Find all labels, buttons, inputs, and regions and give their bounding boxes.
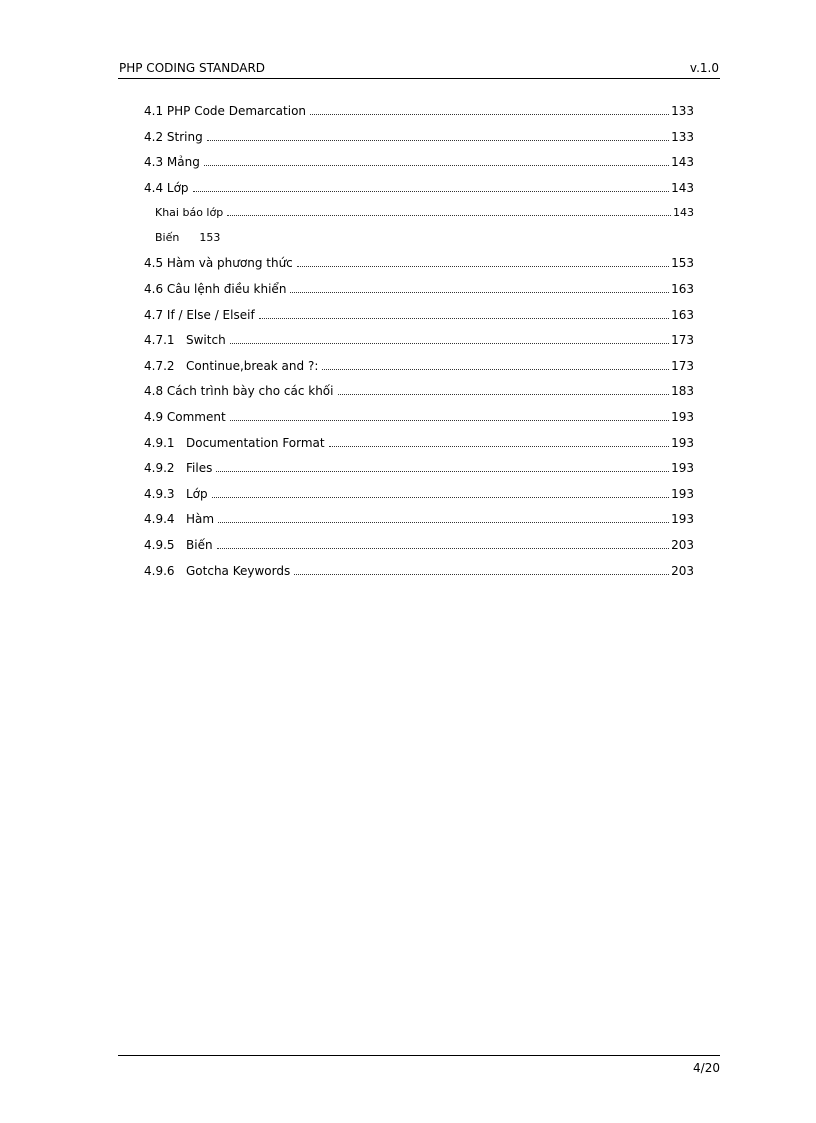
toc-entry-number: 4.9.2 xyxy=(144,461,175,476)
toc-entry[interactable] xyxy=(144,383,694,409)
toc-entry[interactable] xyxy=(144,205,694,230)
toc-entry-page: 133 xyxy=(671,104,694,118)
toc-dot-leader xyxy=(290,291,669,293)
toc-entry-page: 193 xyxy=(671,486,694,501)
toc-entry[interactable] xyxy=(144,180,694,206)
toc-entry-page: 203 xyxy=(671,537,694,552)
toc-entry[interactable] xyxy=(144,129,694,155)
toc-dot-leader xyxy=(207,139,669,141)
table-of-contents xyxy=(144,103,694,588)
toc-dot-leader xyxy=(193,190,670,192)
toc-entry-label: Biến xyxy=(186,537,213,552)
toc-entry[interactable] xyxy=(144,511,694,537)
toc-entry-title xyxy=(144,486,210,502)
toc-entry-title: 4.5 Hàm và phương thức xyxy=(144,256,293,271)
toc-dot-leader xyxy=(216,470,669,472)
toc-entry-label: Lớp xyxy=(186,486,208,501)
toc-entry-page: 173 xyxy=(671,358,694,373)
toc-entry[interactable] xyxy=(144,230,694,255)
toc-entry[interactable] xyxy=(144,486,694,512)
toc-entry-page: 153 xyxy=(199,231,221,245)
toc-entry-page: 143 xyxy=(673,206,694,220)
toc-entry-title: 4.4 Lớp xyxy=(144,180,189,195)
toc-dot-leader xyxy=(212,496,669,498)
toc-entry-label: Switch xyxy=(186,333,226,348)
toc-entry-page: 193 xyxy=(671,435,694,450)
toc-dot-leader xyxy=(227,214,671,216)
toc-entry[interactable] xyxy=(144,358,694,384)
toc-dot-leader xyxy=(310,113,669,115)
toc-entry-page: 133 xyxy=(671,129,694,144)
toc-entry[interactable] xyxy=(144,332,694,358)
toc-entry-title xyxy=(144,511,216,527)
toc-entry-number: 4.9.5 xyxy=(144,537,175,552)
toc-entry-title: Khai báo lớp xyxy=(155,206,224,220)
toc-entry[interactable] xyxy=(144,460,694,486)
toc-entry[interactable] xyxy=(144,307,694,333)
toc-entry[interactable] xyxy=(144,154,694,180)
toc-dot-leader xyxy=(329,445,669,447)
toc-entry-page: 143 xyxy=(671,180,694,195)
toc-dot-leader xyxy=(204,164,669,166)
toc-entry-label: Gotcha Keywords xyxy=(186,563,291,578)
toc-entry-page: 183 xyxy=(671,384,694,399)
toc-entry[interactable] xyxy=(144,281,694,307)
toc-dot-leader xyxy=(259,317,669,319)
toc-entry-page: 163 xyxy=(671,281,694,296)
toc-entry-label: Continue,break and ?: xyxy=(186,358,319,373)
toc-entry-title: 4.7 If / Else / Elseif xyxy=(144,307,255,322)
toc-entry[interactable] xyxy=(144,537,694,563)
toc-entry-number: 4.7.2 xyxy=(144,358,175,373)
toc-entry-page: 193 xyxy=(671,512,694,527)
document-version: v.1.0 xyxy=(689,61,719,75)
toc-entry-label: Hàm xyxy=(186,512,215,527)
toc-dot-leader xyxy=(230,342,669,344)
toc-entry-label: Documentation Format xyxy=(186,435,325,450)
toc-entry-title: 4.8 Cách trình bày cho các khối xyxy=(144,384,334,399)
footer-divider xyxy=(118,1055,720,1056)
toc-entry-page: 153 xyxy=(671,256,694,271)
toc-entry[interactable] xyxy=(144,255,694,281)
toc-entry-title xyxy=(144,460,214,476)
toc-dot-leader xyxy=(322,368,669,370)
page-header xyxy=(118,60,720,79)
toc-entry-page: 203 xyxy=(671,563,694,578)
toc-entry-title: 4.6 Câu lệnh điều khiển xyxy=(144,281,287,296)
toc-entry-number: 4.9.4 xyxy=(144,512,175,527)
toc-dot-leader xyxy=(338,393,670,395)
toc-entry-number: 4.9.6 xyxy=(144,563,175,578)
toc-entry-number: 4.7.1 xyxy=(144,333,175,348)
toc-entry-title: 4.3 Mảng xyxy=(144,155,200,170)
toc-entry[interactable] xyxy=(144,409,694,435)
toc-entry-number: 4.9.1 xyxy=(144,435,175,450)
toc-entry-label: Files xyxy=(186,461,213,476)
toc-entry[interactable] xyxy=(144,435,694,461)
toc-entry-title: 4.1 PHP Code Demarcation xyxy=(144,104,307,118)
toc-dot-leader xyxy=(297,265,669,267)
toc-entry-page: 143 xyxy=(671,155,694,170)
toc-entry-page: 193 xyxy=(671,461,694,476)
toc-entry-title xyxy=(144,332,228,348)
toc-entry-page: 173 xyxy=(671,333,694,348)
toc-dot-leader xyxy=(217,547,670,549)
toc-entry-title: 4.9 Comment xyxy=(144,409,226,424)
page-number: 4/20 xyxy=(693,1061,720,1075)
toc-entry[interactable] xyxy=(144,563,694,589)
toc-entry-title xyxy=(144,563,292,579)
toc-entry-title: 4.2 String xyxy=(144,129,203,144)
toc-entry[interactable] xyxy=(144,103,694,129)
toc-entry-number: 4.9.3 xyxy=(144,486,175,501)
toc-entry-title xyxy=(144,358,320,374)
toc-entry-title: Biến xyxy=(155,231,180,245)
toc-entry-title xyxy=(144,537,215,553)
toc-entry-page: 163 xyxy=(671,307,694,322)
toc-dot-leader xyxy=(218,521,669,523)
toc-dot-leader xyxy=(294,573,669,575)
toc-entry-title xyxy=(144,435,327,451)
toc-entry-page: 193 xyxy=(671,409,694,424)
toc-dot-leader xyxy=(230,419,669,421)
document-title: PHP CODING STANDARD xyxy=(119,61,266,75)
